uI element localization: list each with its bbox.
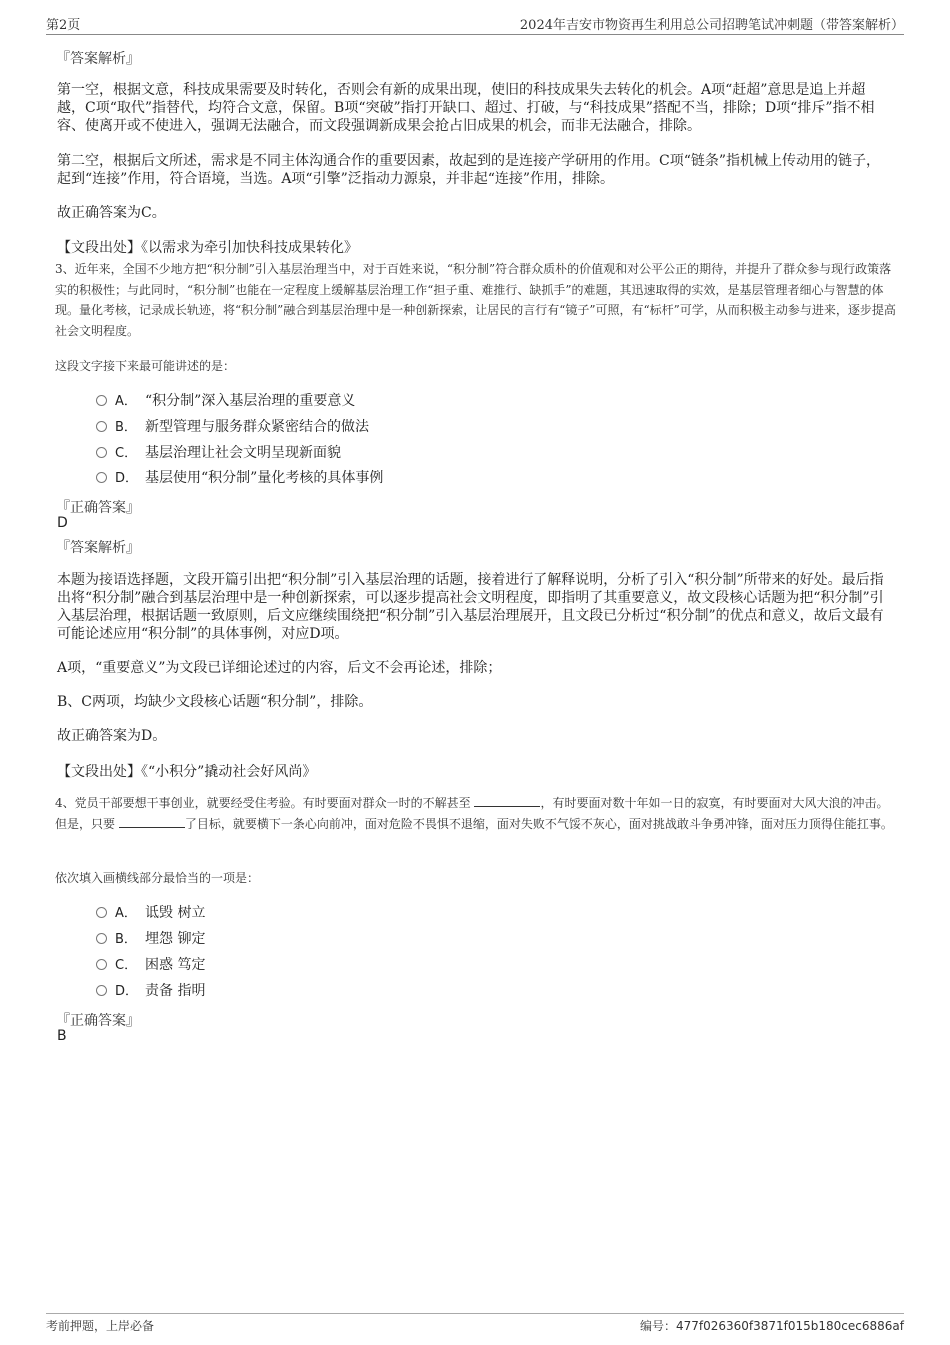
radio-button[interactable]	[96, 472, 107, 483]
option-letter: D．	[115, 984, 139, 999]
document-title: 2024年吉安市物资再生利用总公司招聘笔试冲刺题（带答案解析）	[519, 18, 904, 33]
question-stem: 3、近年来，全国不少地方把“积分制”引入基层治理当中，对于百姓来说，“积分制”符合群众质朴的价值观和对公平公正的期待，并提升了群众参与现行政策落实的积极性；与此同时，“积分制”也能在一定程度上缓解基层治理工作“担子重、难推行、缺抓手”的难题，其迅速取得的实效，是基层管理者细心与智慧的体现。量化考核，记录成长轨迹，将“积分制”融合到基层治理中是一种创新探索，让居民的言行有“镜子”可照，有“标杆”可学，从而积极主动参与进来，逐步提高社会文明程度。	[55, 262, 896, 338]
analysis-paragraph: 本题为接语选择题，文段开篇引出把“积分制”引入基层治理的话题，接着进行了解释说明，分析了引入“积分制”所带来的好处。最后指出将“积分制”融合到基层治理中是一种创新探索，可以逐步提高社会文明程度，即指明了其重要意义，故文段核心话题为把“积分制”引入基层治理，根据话题一致原则，后文应继续围绕把“积分制”引入基层治理展开，且文段已分析过“积分制”的优点和意义，故后文最有可能论述应用“积分制”的具体事例，对应D项。	[57, 572, 884, 642]
option-letter: C．	[115, 446, 138, 461]
radio-button[interactable]	[96, 933, 107, 944]
correct-answer: D	[57, 515, 68, 531]
radio-button[interactable]	[96, 907, 107, 918]
analysis-label: 『答案解析』	[56, 51, 140, 67]
fill-blank	[474, 794, 540, 807]
page-footer	[46, 1313, 904, 1336]
document-code: 编号：477f026360f3871f015b180cec6886af	[639, 1319, 904, 1333]
option-text: 基层使用“积分制”量化考核的具体事例	[145, 470, 384, 486]
option-a[interactable]	[96, 903, 205, 923]
option-d[interactable]	[96, 468, 383, 488]
radio-button[interactable]	[96, 395, 107, 406]
option-a[interactable]	[96, 391, 355, 411]
radio-button[interactable]	[96, 421, 107, 432]
option-text: 困惑 笃定	[145, 957, 206, 973]
option-letter: D．	[115, 471, 139, 486]
option-b[interactable]	[96, 929, 205, 949]
analysis-paragraph: A项，“重要意义”为文段已详细论述过的内容，后文不会再论述，排除；	[57, 660, 502, 676]
option-text: “积分制”深入基层治理的重要意义	[145, 393, 356, 409]
option-letter: B．	[115, 420, 137, 435]
question-prompt: 依次填入画横线部分最恰当的一项是：	[55, 871, 260, 885]
analysis-paragraph: 第二空，根据后文所述，需求是不同主体沟通合作的重要因素，故起到的是连接产学研用的作用。C项“链条”指机械上传动用的链子，起到“连接”作用，符合语境，当选。A项“引擎”泛指动力源泉，并非起“连接”作用，排除。	[57, 153, 881, 187]
option-text: 基层治理让社会文明呈现新面貌	[145, 445, 341, 461]
stem-part: 了目标，就要横下一条心向前冲，面对危险不畏惧不退缩，面对失败不气馁不灰心，面对挑战敢斗争勇冲锋，面对压力顶得住能扛事。	[184, 816, 893, 831]
option-c[interactable]	[96, 443, 341, 463]
answer-conclusion: 故正确答案为D。	[57, 728, 167, 744]
answer-conclusion: 故正确答案为C。	[57, 205, 166, 221]
option-text: 责备 指明	[145, 983, 206, 999]
option-letter: A．	[115, 906, 137, 921]
source-citation: 【文段出处】《“小积分”撬动社会好风尚》	[57, 764, 317, 780]
correct-answer-label: 『正确答案』	[56, 500, 140, 516]
radio-button[interactable]	[96, 447, 107, 458]
fill-blank	[119, 815, 185, 828]
option-c[interactable]	[96, 955, 205, 975]
option-text: 埋怨 铆定	[145, 931, 206, 947]
analysis-paragraph: 第一空，根据文意，科技成果需要及时转化，否则会有新的成果出现，使旧的科技成果失去转化的机会。A项“赶超”意思是追上并超越，C项“取代”指替代，均符合文意，保留。B项“突破”指打开缺口、超过、打破，与“科技成果”搭配不当，排除；D项“排斥”指不相容、使离开或不使进入，强调无法融合，而文段强调新成果会抢占旧成果的机会，而非无法融合，排除。	[57, 82, 875, 134]
page-header	[46, 14, 904, 35]
analysis-paragraph: B、C两项，均缺少文段核心话题“积分制”，排除。	[57, 694, 373, 710]
correct-answer: B	[57, 1028, 67, 1044]
footer-slogan: 考前押题，上岸必备	[46, 1319, 155, 1333]
radio-button[interactable]	[96, 985, 107, 996]
correct-answer-label: 『正确答案』	[56, 1013, 140, 1029]
page-number: 第2页	[46, 18, 81, 33]
option-letter: C．	[115, 958, 138, 973]
option-text: 新型管理与服务群众紧密结合的做法	[145, 419, 369, 435]
option-b[interactable]	[96, 417, 369, 437]
option-letter: B．	[115, 932, 137, 947]
stem-part: 4、党员干部要想干事创业，就要经受住考验。有时要面对群众一时的不解甚至	[55, 796, 471, 810]
stem-part: ，有时要面对数十年如一日的寂寞，有时要面对大风大浪的冲击。但是，只要	[55, 796, 889, 831]
option-letter: A．	[115, 394, 137, 409]
option-text: 诋毁 树立	[145, 905, 206, 921]
radio-button[interactable]	[96, 959, 107, 970]
question-stem	[55, 793, 900, 834]
option-d[interactable]	[96, 981, 205, 1001]
analysis-label: 『答案解析』	[56, 540, 140, 556]
source-citation: 【文段出处】《以需求为牵引加快科技成果转化》	[57, 240, 358, 256]
question-prompt: 这段文字接下来最可能讲述的是：	[55, 359, 236, 373]
